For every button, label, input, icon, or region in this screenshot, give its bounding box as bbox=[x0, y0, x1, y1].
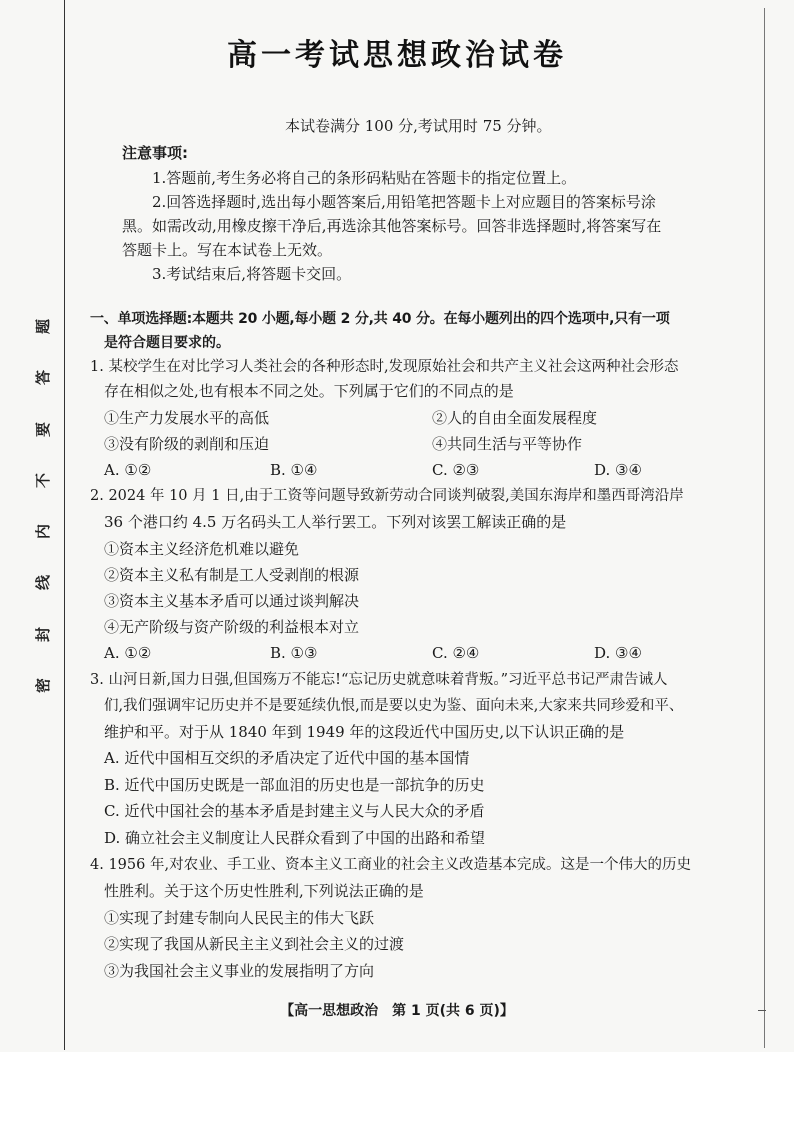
statement: ②人的自由全面发展程度 bbox=[432, 409, 598, 427]
notice-item: 黑。如需改动,用橡皮擦干净后,再选涂其他答案标号。回答非选择题时,将答案写在 bbox=[122, 217, 662, 235]
statement: ①实现了封建专制向人民民主的伟大飞跃 bbox=[104, 909, 375, 927]
page-footer: 【高一思想政治 第 1 页(共 6 页)】 bbox=[280, 1003, 514, 1019]
question-stem: 2. 2024 年 10 月 1 日,由于工资等问题导致新劳动合同谈判破裂,美国东海岸和墨西哥湾沿岸 bbox=[90, 488, 684, 504]
seal-char: 要 bbox=[34, 421, 53, 437]
option-c: C. ②④ bbox=[432, 644, 480, 662]
statement: ②资本主义私有制是工人受剥削的根源 bbox=[104, 566, 360, 584]
notice-heading: 注意事项: bbox=[122, 144, 188, 162]
statement: ②实现了我国从新民主主义到社会主义的过渡 bbox=[104, 935, 405, 953]
exam-intro: 本试卷满分 100 分,考试用时 75 分钟。 bbox=[285, 117, 552, 135]
exam-title: 高一考试思想政治试卷 bbox=[227, 38, 567, 73]
option-b: B. ①④ bbox=[270, 461, 318, 479]
option-b: B. 近代中国历史既是一部血泪的历史也是一部抗争的历史 bbox=[104, 776, 485, 794]
question-stem: 性胜利。关于这个历史性胜利,下列说法正确的是 bbox=[104, 882, 424, 900]
question-stem: 们,我们强调牢记历史并不是要延续仇恨,而是要以史为鉴、面向未来,大家来共同珍爱和平、 bbox=[104, 698, 684, 714]
seal-char: 线 bbox=[34, 575, 53, 591]
option-b: B. ①③ bbox=[270, 644, 318, 662]
bottom-margin bbox=[0, 1052, 794, 1123]
question-stem: 4. 1956 年,对农业、手工业、资本主义工商业的社会主义改造基本完成。这是一个伟大的历史 bbox=[90, 857, 692, 873]
option-a: A. ①② bbox=[104, 461, 152, 479]
notice-item: 答题卡上。写在本试卷上无效。 bbox=[122, 241, 333, 259]
option-c: C. ②③ bbox=[432, 461, 480, 479]
margin-mark bbox=[758, 1010, 766, 1011]
seal-char: 封 bbox=[34, 626, 53, 642]
binding-rule bbox=[64, 0, 65, 1050]
question-stem: 维护和平。对于从 1840 年到 1949 年的这段近代中国历史,以下认识正确的是 bbox=[104, 723, 625, 741]
statement: ③没有阶级的剥削和压迫 bbox=[104, 435, 270, 453]
statement: ④共同生活与平等协作 bbox=[432, 435, 583, 453]
statement: ③资本主义基本矛盾可以通过谈判解决 bbox=[104, 592, 360, 610]
question-stem: 3. 山河日新,国力日强,但国殇万不能忘!“忘记历史就意味着背叛。”习近平总书记严肃告诫人 bbox=[90, 672, 668, 688]
option-d: D. 确立社会主义制度让人民群众看到了中国的出路和希望 bbox=[104, 829, 486, 847]
question-stem: 1. 某校学生在对比学习人类社会的各种形态时,发现原始社会和共产主义社会这两种社会形态 bbox=[90, 359, 679, 375]
option-a: A. 近代中国相互交织的矛盾决定了近代中国的基本国情 bbox=[104, 749, 470, 767]
option-d: D. ③④ bbox=[594, 461, 642, 479]
statement: ①资本主义经济危机难以避免 bbox=[104, 540, 300, 558]
section-heading: 一、单项选择题:本题共 20 小题,每小题 2 分,共 40 分。在每小题列出的四个选项中,只有一项 bbox=[90, 311, 670, 327]
seal-char: 内 bbox=[34, 524, 53, 540]
notice-item: 3.考试结束后,将答题卡交回。 bbox=[152, 265, 352, 283]
section-heading-cont: 是符合题目要求的。 bbox=[104, 335, 230, 351]
question-stem: 36 个港口约 4.5 万名码头工人举行罢工。下列对该罢工解读正确的是 bbox=[104, 513, 567, 531]
option-d: D. ③④ bbox=[594, 644, 642, 662]
statement: ①生产力发展水平的高低 bbox=[104, 409, 270, 427]
statement: ③为我国社会主义事业的发展指明了方向 bbox=[104, 962, 375, 980]
page-edge bbox=[764, 8, 765, 1048]
seal-line-text bbox=[28, 316, 58, 696]
notice-item: 2.回答选择题时,选出每小题答案后,用铅笔把答题卡上对应题目的答案标号涂 bbox=[152, 193, 656, 211]
question-stem: 存在相似之处,也有根本不同之处。下列属于它们的不同点的是 bbox=[104, 382, 514, 400]
seal-char: 答 bbox=[34, 370, 53, 386]
seal-char: 题 bbox=[34, 318, 53, 335]
seal-char: 密 bbox=[34, 677, 53, 693]
option-c: C. 近代中国社会的基本矛盾是封建主义与人民大众的矛盾 bbox=[104, 802, 485, 820]
option-a: A. ①② bbox=[104, 644, 152, 662]
seal-char: 不 bbox=[34, 472, 53, 488]
notice-item: 1.答题前,考生务必将自己的条形码粘贴在答题卡的指定位置上。 bbox=[152, 169, 577, 187]
statement: ④无产阶级与资产阶级的利益根本对立 bbox=[104, 618, 360, 636]
